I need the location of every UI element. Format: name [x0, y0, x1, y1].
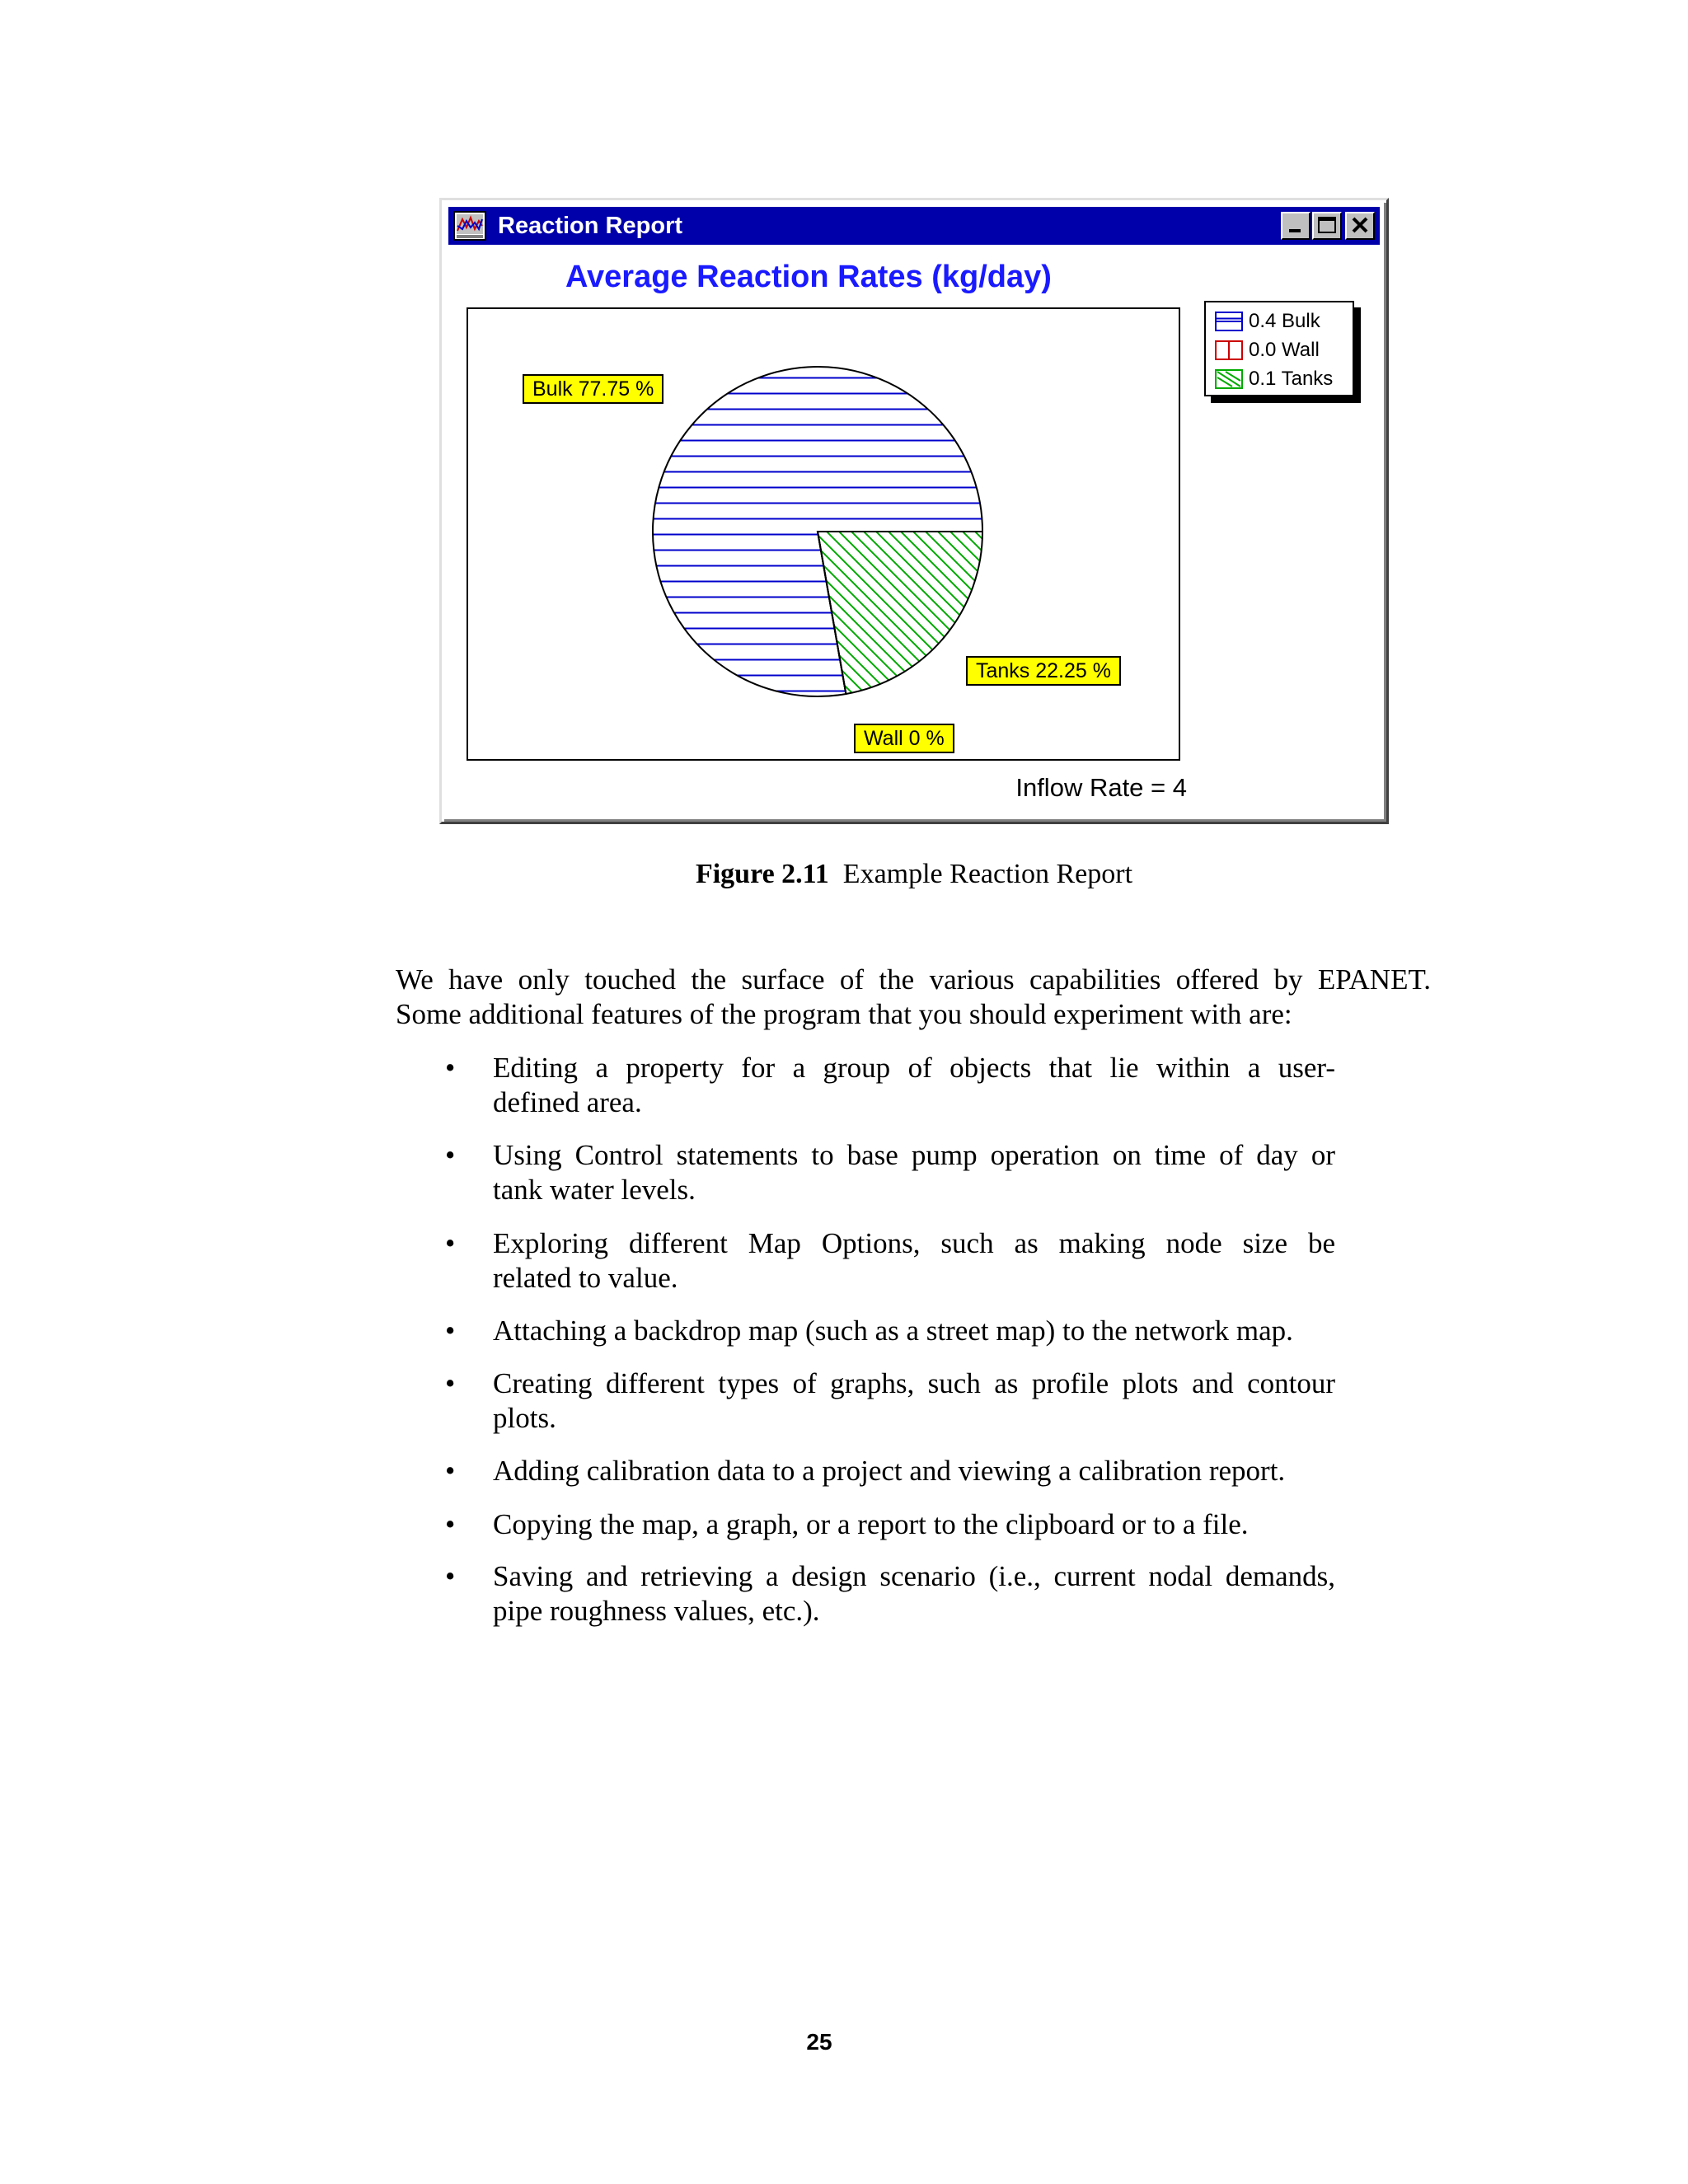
list-item-line: Saving and retrieving a design scenario (i.e., current nodal demands, [493, 1560, 1335, 1592]
bullet-glyph: • [445, 1455, 456, 1487]
list-item-line: Adding calibration data to a project and viewing a calibration report. [493, 1455, 1286, 1487]
bullet-glyph: • [445, 1052, 456, 1084]
list-item-line: pipe roughness values, etc.). [493, 1595, 820, 1627]
bullet-glyph: • [445, 1560, 456, 1592]
bullet-glyph: • [445, 1367, 456, 1399]
figure-label: Figure 2.11 [695, 859, 829, 889]
bullet-glyph: • [445, 1315, 456, 1347]
bullet-glyph: • [445, 1227, 456, 1259]
legend-label-wall: 0.0 Wall [1249, 339, 1320, 361]
list-item-line: plots. [493, 1402, 556, 1434]
list-item-line: tank water levels. [493, 1174, 696, 1206]
paragraph-line: We have only touched the surface of the various capabilities offered by EPANET. [396, 963, 1431, 996]
list-item-line: Using Control statements to base pump operation on time of day or [493, 1139, 1335, 1171]
slice-label-bulk: Bulk 77.75 % [523, 374, 663, 404]
slice-label-tanks: Tanks 22.25 % [966, 656, 1121, 686]
bullet-glyph: • [445, 1139, 456, 1171]
paragraph-line: Some additional features of the program that you should experiment with are: [396, 998, 1292, 1030]
inflow-rate-text: Inflow Rate = 4 [1015, 773, 1187, 802]
list-item-line: related to value. [493, 1262, 678, 1294]
list-item-line: Attaching a backdrop map (such as a street map) to the network map. [493, 1315, 1293, 1347]
figure-caption-text: Example Reaction Report [842, 859, 1133, 889]
list-item-line: Creating different types of graphs, such as profile plots and contour [493, 1367, 1335, 1399]
window-title: Reaction Report [498, 213, 682, 239]
list-item-line: defined area. [493, 1086, 642, 1118]
list-item-line: Exploring different Map Options, such as making node size be [493, 1227, 1335, 1259]
legend-label-bulk: 0.4 Bulk [1249, 310, 1320, 332]
slice-label-wall: Wall 0 % [854, 724, 954, 753]
chart-title: Average Reaction Rates (kg/day) [565, 260, 1052, 294]
list-item-line: Copying the map, a graph, or a report to the clipboard or to a file. [493, 1508, 1249, 1540]
bullet-glyph: • [445, 1508, 456, 1540]
legend-label-tanks: 0.1 Tanks [1249, 368, 1334, 390]
list-item-line: Editing a property for a group of objects that lie within a user- [493, 1052, 1335, 1084]
page-number: 25 [806, 2029, 832, 2055]
